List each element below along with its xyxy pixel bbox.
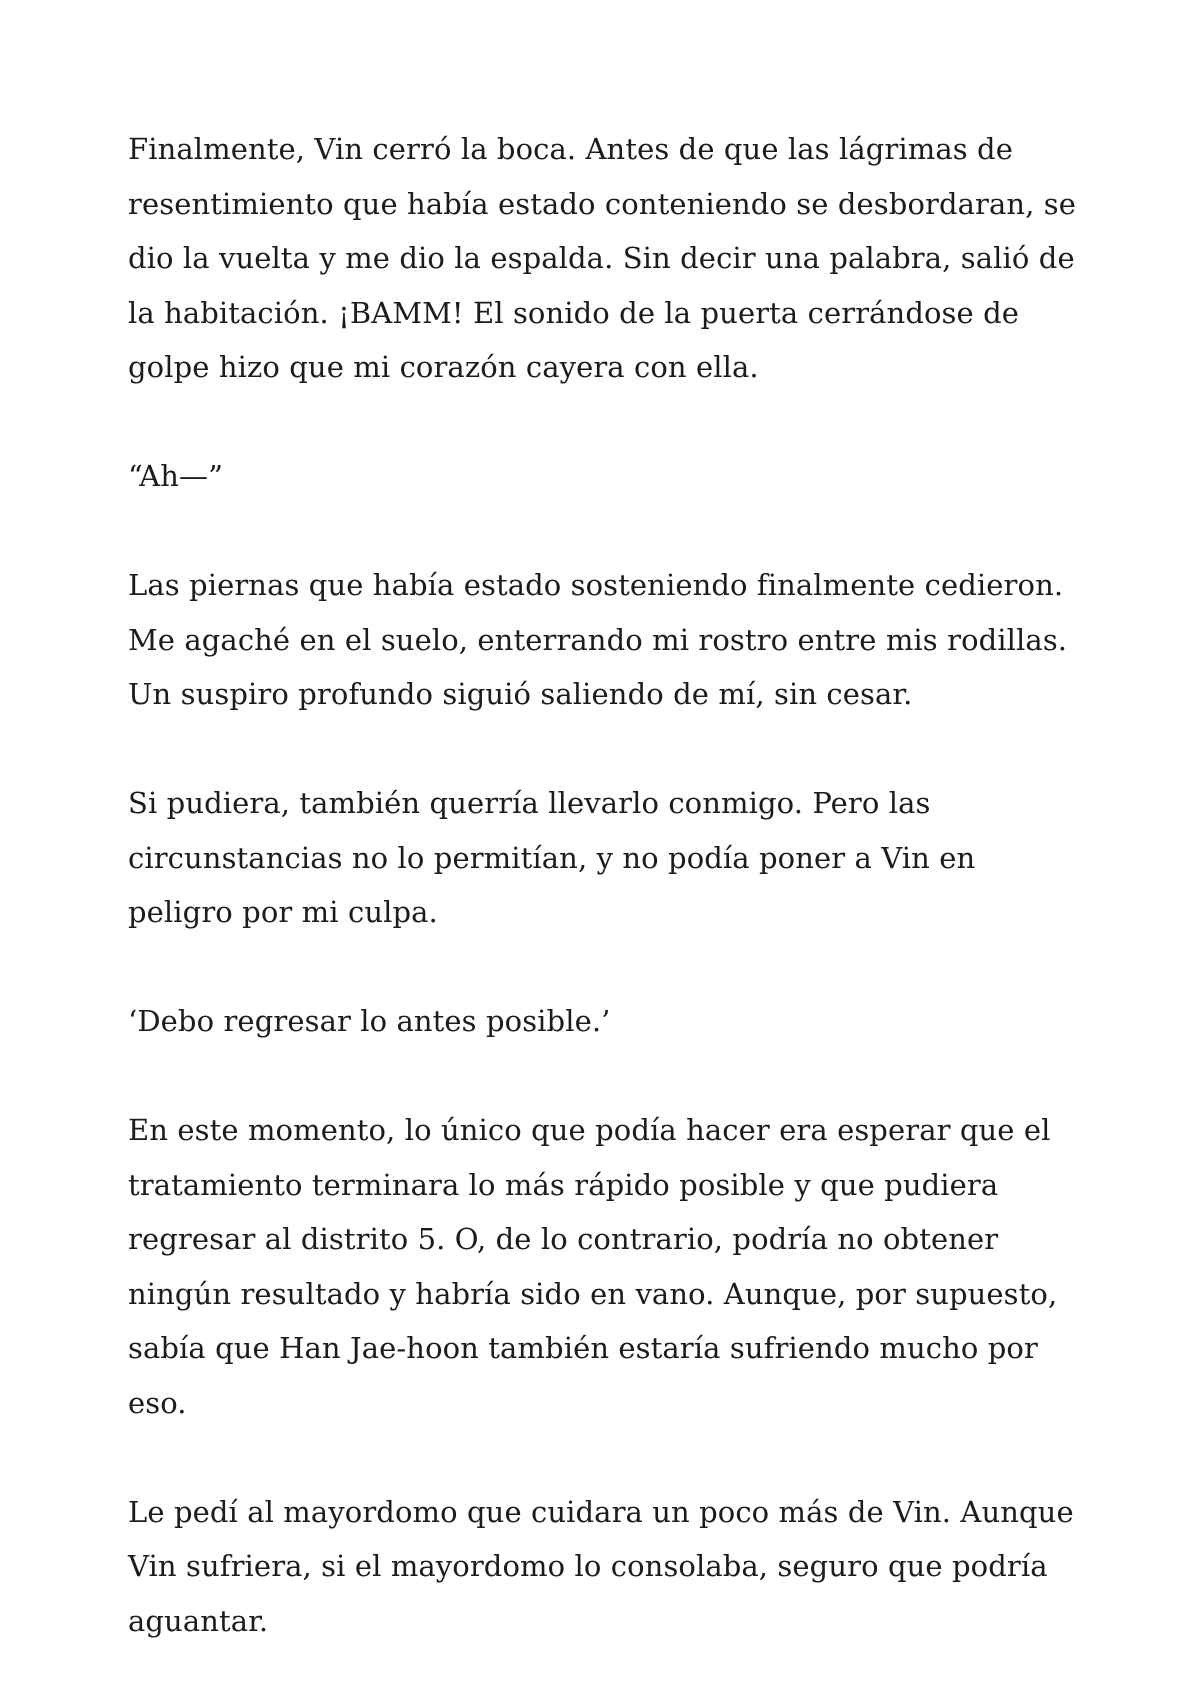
paragraph-6: En este momento, lo único que podía hacer era esperar que el tratamiento terminara lo más rápido posible y que pudiera regresar al distrito 5. O, de lo contrario, podría no obtener ningún resultado y habría sido en vano. Aunque, por supuesto, sabía que Han Jae-hoon también estaría sufriendo mucho por eso. (128, 1113, 1058, 1420)
paragraph-2-dialogue: “Ah—” (128, 459, 224, 493)
paragraph-7: Le pedí al mayordomo que cuidara un poco más de Vin. Aunque Vin sufriera, si el mayordomo lo consolaba, seguro que podría aguantar. (128, 1494, 1074, 1638)
paragraph-3: Las piernas que había estado sosteniendo finalmente cedieron. Me agaché en el suelo, enterrando mi rostro entre mis rodillas. Un suspiro profundo siguió saliendo de mí, sin cesar. (128, 568, 1068, 711)
paragraph-5-thought: ‘Debo regresar lo antes posible.’ (128, 1004, 611, 1038)
paragraph-4: Si pudiera, también querría llevarlo conmigo. Pero las circunstancias no lo permitían, y no podía poner a Vin en peligro por mi culpa. (128, 786, 976, 929)
document-page (128, 122, 1088, 1648)
paragraph-1: Finalmente, Vin cerró la boca. Antes de que las lágrimas de resentimiento que había estado conteniendo se desbordaran, se dio la vuelta y me dio la espalda. Sin decir una palabra, salió de la habitación. ¡BAMM! El sonido de la puerta cerrándose de golpe hizo que mi corazón cayera con ella. (128, 132, 1077, 384)
